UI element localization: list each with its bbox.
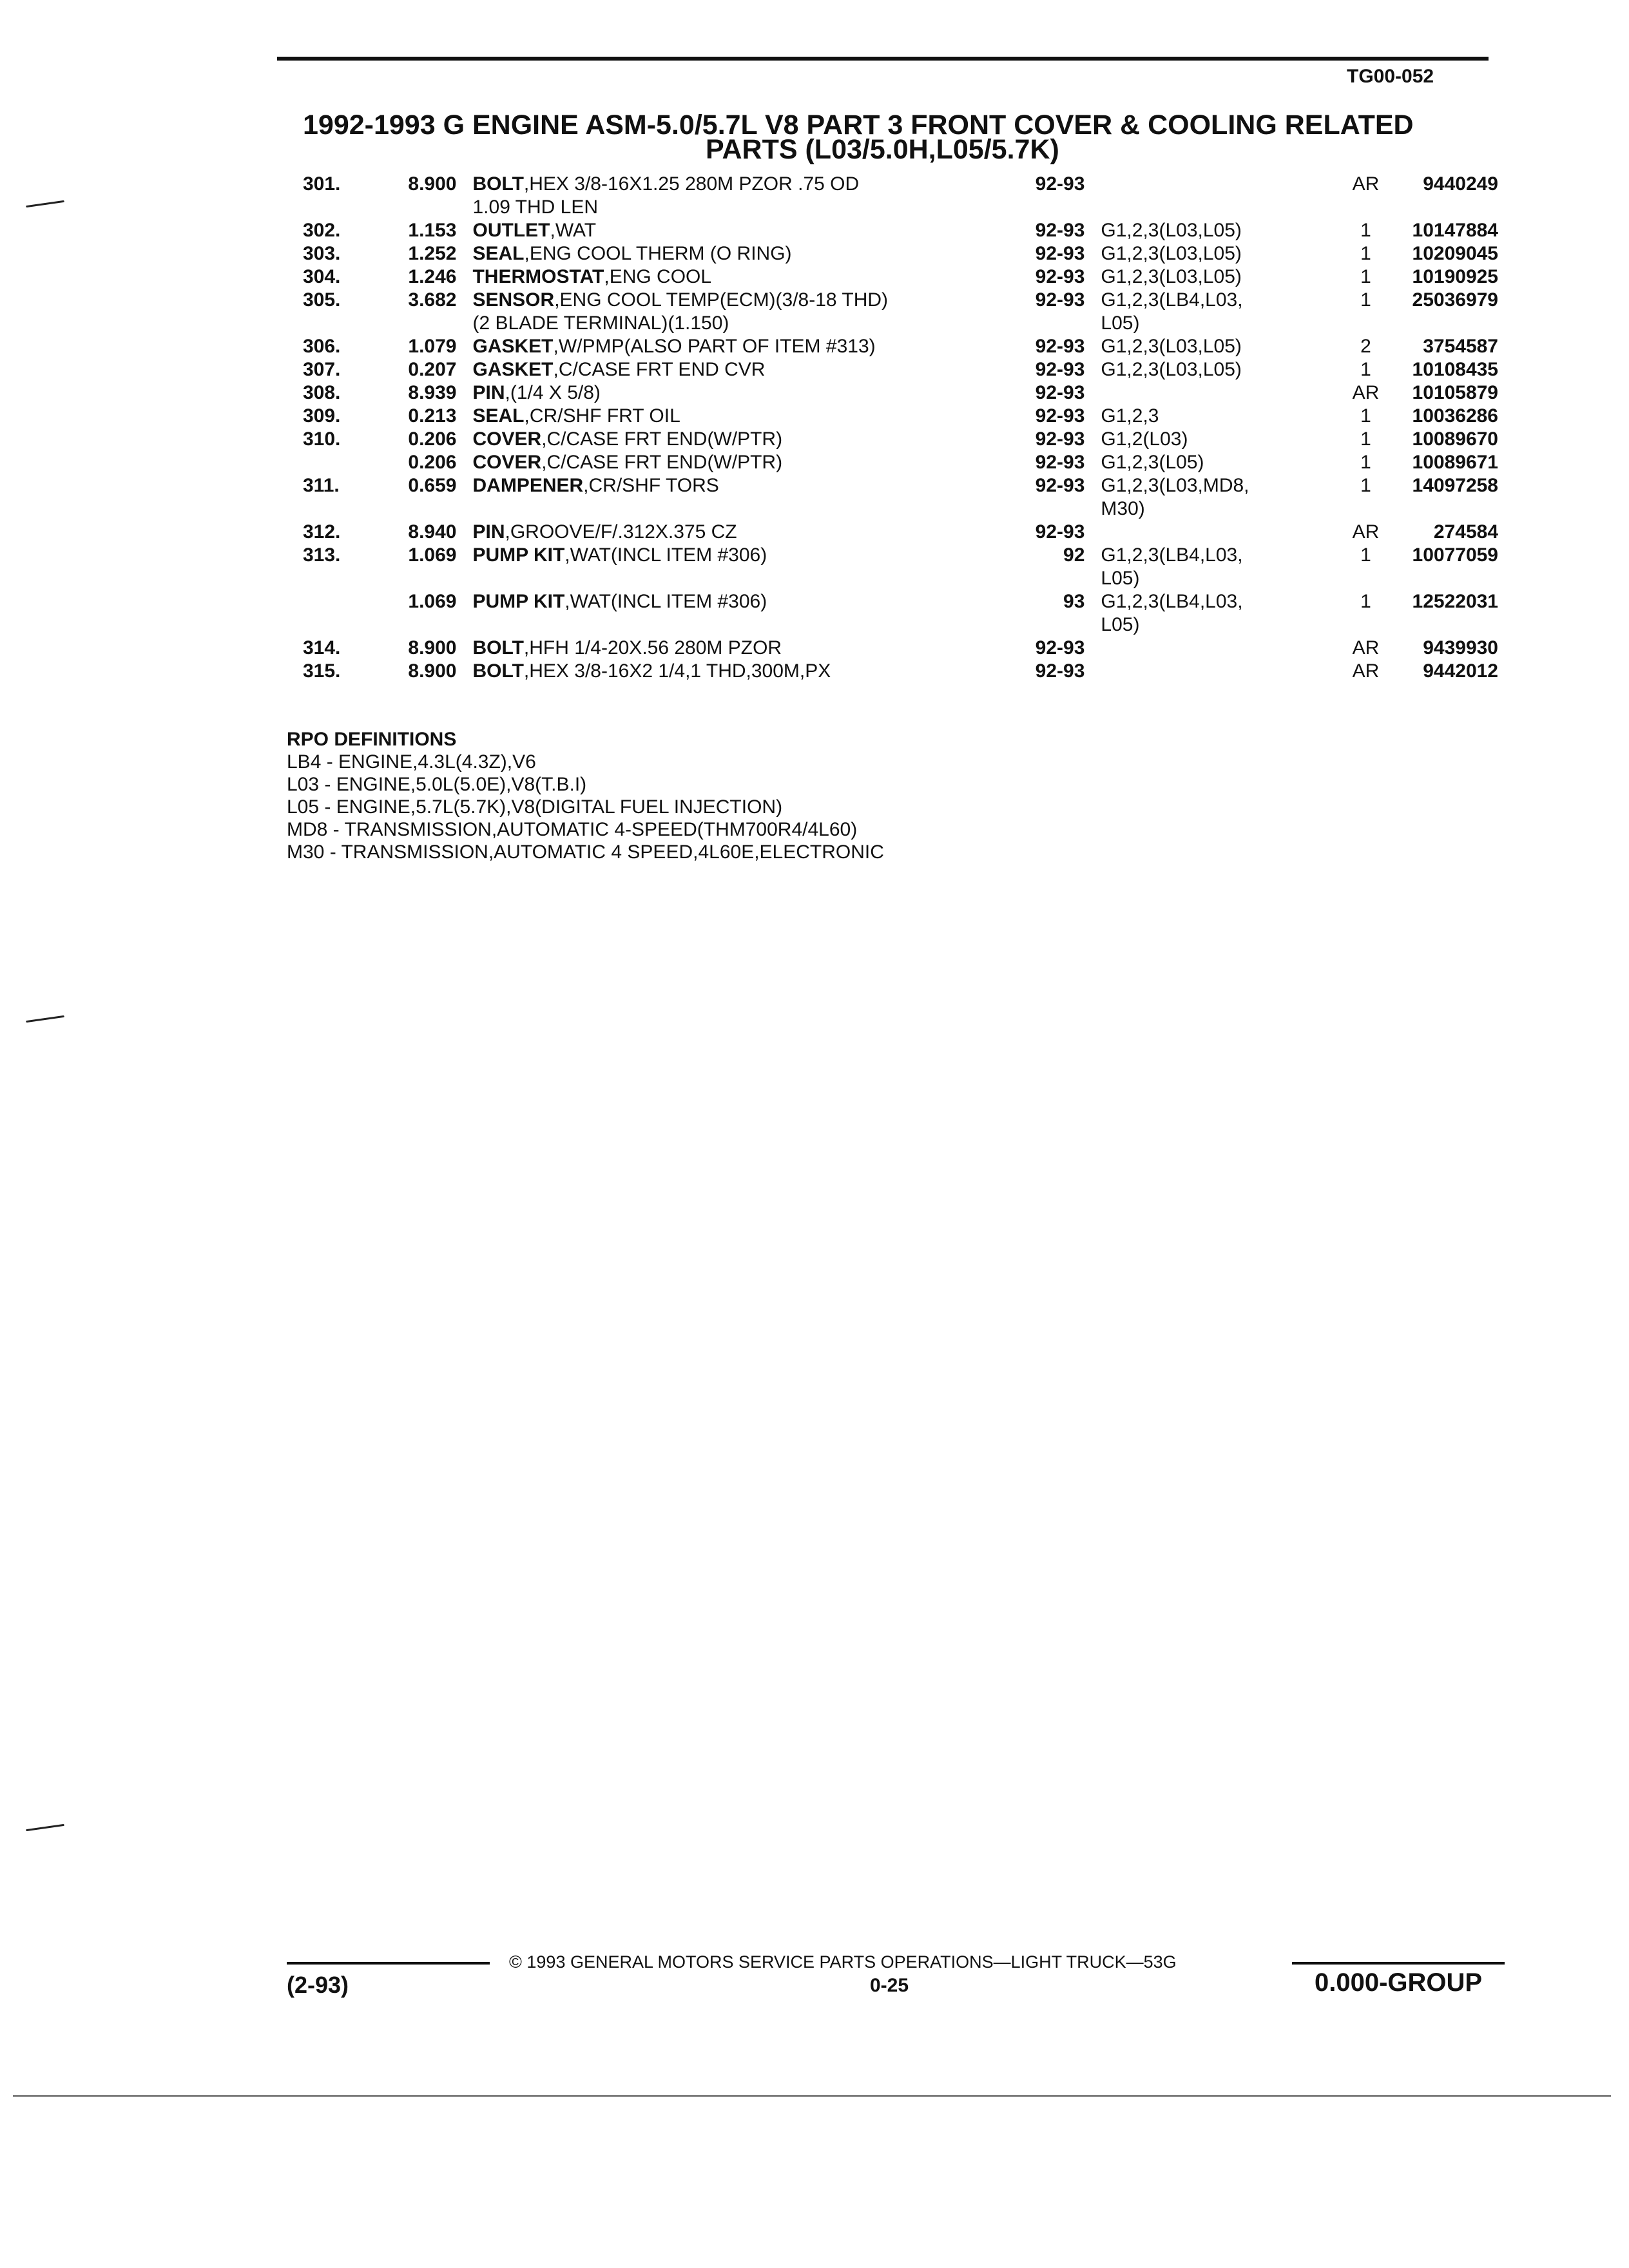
item-number: 305. [303, 289, 341, 311]
part-name: PUMP KIT [472, 544, 565, 566]
part-number [1396, 497, 1498, 521]
quantity: 1 [1360, 289, 1371, 311]
part-detail: ,CR/SHF TORS [583, 475, 719, 496]
usage: G1,2,3(L03,MD8, [1101, 475, 1249, 496]
part-number [1396, 613, 1498, 637]
usage-continued [1101, 196, 1335, 219]
part-name: SENSOR [472, 289, 555, 311]
part-number [1396, 196, 1498, 219]
quantity: 1 [1360, 266, 1371, 287]
model-years: 92-93 [1035, 382, 1085, 403]
part-name: COVER [472, 428, 542, 450]
table-row [303, 544, 1498, 567]
part-number: 10089670 [1412, 428, 1498, 450]
item-number [303, 590, 391, 613]
item-number [303, 613, 391, 637]
part-detail: ,C/CASE FRT END CVR [553, 359, 766, 380]
model-years: 92 [1063, 544, 1085, 566]
rpo-heading: RPO DEFINITIONS [287, 729, 457, 750]
part-description [472, 428, 1009, 451]
rpo-item: L03 - ENGINE,5.0L(5.0E),V8(T.B.I) [287, 774, 587, 795]
item-number [303, 312, 391, 335]
group-code: 0.659 [408, 475, 457, 496]
part-detail: ,HFH 1/4-20X.56 280M PZOR [523, 637, 782, 658]
part-name: BOLT [472, 173, 524, 195]
model-years: 92-93 [1035, 243, 1085, 264]
quantity: AR [1352, 382, 1380, 403]
date-code: (2-93) [287, 1972, 349, 1998]
usage: G1,2,3(L03,L05) [1101, 359, 1242, 380]
group-code [391, 196, 472, 219]
footer-rule-left [287, 1962, 490, 1965]
part-number [1396, 312, 1498, 335]
model-years: 92-93 [1035, 475, 1085, 496]
part-number [1396, 567, 1498, 590]
group-code: 8.900 [408, 637, 457, 658]
model-years: 92-93 [1035, 660, 1085, 682]
part-description-continued [472, 567, 1009, 590]
quantity [1335, 613, 1396, 637]
part-description [472, 521, 1009, 544]
table-row [303, 428, 1498, 451]
group-code: 8.939 [408, 382, 457, 403]
item-number: 303. [303, 243, 341, 264]
part-detail: ,(1/4 X 5/8) [505, 382, 601, 403]
quantity: AR [1352, 521, 1380, 543]
model-years: 92-93 [1035, 289, 1085, 311]
rpo-item: L05 - ENGINE,5.7L(5.7K),V8(DIGITAL FUEL INJECTION) [287, 796, 783, 818]
model-years [1009, 613, 1101, 637]
usage: G1,2,3 [1101, 405, 1159, 427]
group-code: 1.246 [408, 266, 457, 287]
part-detail: ,GROOVE/F/.312X.375 CZ [505, 521, 737, 543]
model-years [1009, 567, 1101, 590]
part-detail: ,C/CASE FRT END(W/PTR) [541, 452, 783, 473]
quantity: AR [1352, 173, 1380, 195]
quantity: AR [1352, 660, 1380, 682]
model-years: 92-93 [1035, 521, 1085, 543]
table-row [303, 474, 1498, 497]
group-code: 0.206 [408, 452, 457, 473]
model-years [1009, 497, 1101, 521]
part-description [472, 381, 1009, 405]
group-code: 3.682 [408, 289, 457, 311]
part-number: 10077059 [1412, 544, 1498, 566]
quantity [1335, 196, 1396, 219]
part-name: THERMOSTAT [472, 266, 604, 287]
table-row [303, 637, 1498, 660]
part-detail: ,ENG COOL THERM (O RING) [524, 243, 792, 264]
usage [1101, 521, 1335, 544]
part-name: DAMPENER [472, 475, 584, 496]
bottom-rule [13, 2095, 1611, 2097]
table-row [303, 590, 1498, 613]
part-number: 10209045 [1412, 243, 1498, 264]
model-years: 92-93 [1035, 405, 1085, 427]
item-number: 315. [303, 660, 341, 682]
quantity: 1 [1360, 591, 1371, 612]
part-number: 9439930 [1423, 637, 1498, 658]
part-detail: ,HEX 3/8-16X1.25 280M PZOR .75 OD [523, 173, 860, 195]
part-description-continued: 1.09 THD LEN [472, 197, 599, 218]
model-years: 92-93 [1035, 428, 1085, 450]
part-description [472, 173, 1009, 196]
table-row-continuation [303, 196, 1498, 219]
scan-mark [26, 200, 64, 207]
part-detail: ,HEX 3/8-16X2 1/4,1 THD,300M,PX [523, 660, 831, 682]
document-code: TG00-052 [1347, 66, 1434, 87]
part-description [472, 660, 1009, 683]
quantity: 1 [1360, 405, 1371, 427]
item-number [303, 451, 391, 474]
part-detail: ,WAT(INCL ITEM #306) [564, 544, 767, 566]
usage-continued: M30) [1101, 498, 1145, 519]
usage: G1,2,3(L03,L05) [1101, 336, 1242, 357]
part-name: PIN [472, 382, 505, 403]
table-row [303, 335, 1498, 358]
model-years: 92-93 [1035, 266, 1085, 287]
table-row [303, 405, 1498, 428]
group-code: 1.153 [408, 220, 457, 241]
group-code: 1.069 [408, 591, 457, 612]
part-description-continued [472, 613, 1009, 637]
part-detail: ,WAT [550, 220, 597, 241]
part-description [472, 358, 1009, 381]
part-number: 10190925 [1412, 266, 1498, 287]
usage [1101, 381, 1335, 405]
usage [1101, 173, 1335, 196]
part-description-continued: (2 BLADE TERMINAL)(1.150) [472, 312, 729, 334]
group-code [391, 312, 472, 335]
item-number: 304. [303, 266, 341, 287]
part-number: 10108435 [1412, 359, 1498, 380]
group-code [391, 497, 472, 521]
footer-rule-right [1292, 1962, 1505, 1965]
parts-table-body [303, 173, 1498, 683]
part-number: 9442012 [1423, 660, 1498, 682]
part-description [472, 265, 1009, 289]
part-description [472, 242, 1009, 265]
page-title-line-2: PARTS (L03/5.0H,L05/5.7K) [706, 134, 1059, 165]
model-years: 92-93 [1035, 637, 1085, 658]
quantity: 1 [1360, 544, 1371, 566]
item-number: 312. [303, 521, 341, 543]
usage: G1,2(L03) [1101, 428, 1188, 450]
part-description [472, 590, 1009, 613]
table-row [303, 358, 1498, 381]
part-number: 9440249 [1423, 173, 1498, 195]
scan-mark [26, 1824, 64, 1831]
item-number: 307. [303, 359, 341, 380]
rpo-definitions [287, 728, 884, 863]
item-number: 301. [303, 173, 341, 195]
part-description [472, 544, 1009, 567]
group-code: 0.213 [408, 405, 457, 427]
table-row-continuation [303, 312, 1498, 335]
part-description [472, 335, 1009, 358]
part-description [472, 451, 1009, 474]
quantity: 1 [1360, 475, 1371, 496]
rpo-item: M30 - TRANSMISSION,AUTOMATIC 4 SPEED,4L60E,ELECTRONIC [287, 841, 884, 863]
parts-table [303, 173, 1498, 683]
part-number: 3754587 [1423, 336, 1498, 357]
usage: G1,2,3(L03,L05) [1101, 220, 1242, 241]
part-number: 14097258 [1412, 475, 1498, 496]
usage-continued: L05) [1101, 312, 1140, 334]
quantity: 1 [1360, 220, 1371, 241]
item-number [303, 567, 391, 590]
part-number: 12522031 [1412, 591, 1498, 612]
table-row [303, 219, 1498, 242]
rpo-item: LB4 - ENGINE,4.3L(4.3Z),V6 [287, 751, 536, 773]
usage-continued: L05) [1101, 614, 1140, 635]
model-years: 92-93 [1035, 452, 1085, 473]
part-name: OUTLET [472, 220, 550, 241]
part-name: SEAL [472, 243, 525, 264]
usage: G1,2,3(LB4,L03, [1101, 289, 1243, 311]
table-row [303, 289, 1498, 312]
item-number: 310. [303, 428, 341, 450]
page-title-line-1: 1992-1993 G ENGINE ASM-5.0/5.7L V8 PART 3 FRONT COVER & COOLING RELATED [303, 110, 1414, 140]
table-row [303, 660, 1498, 683]
item-number: 309. [303, 405, 341, 427]
item-number [303, 497, 391, 521]
table-row-continuation [303, 613, 1498, 637]
part-description [472, 219, 1009, 242]
group-code: 1.252 [408, 243, 457, 264]
usage: G1,2,3(LB4,L03, [1101, 591, 1243, 612]
part-name: GASKET [472, 359, 554, 380]
item-number: 313. [303, 544, 341, 566]
group-code [391, 613, 472, 637]
part-name: BOLT [472, 660, 524, 682]
model-years [1009, 312, 1101, 335]
part-name: BOLT [472, 637, 524, 658]
part-description [472, 289, 1009, 312]
table-row-continuation [303, 567, 1498, 590]
quantity: 1 [1360, 243, 1371, 264]
header-rule [277, 57, 1489, 61]
part-name: SEAL [472, 405, 525, 427]
table-row [303, 451, 1498, 474]
model-years: 92-93 [1035, 173, 1085, 195]
item-number [303, 196, 391, 219]
part-name: PUMP KIT [472, 591, 565, 612]
quantity [1335, 567, 1396, 590]
copyright-notice: © 1993 GENERAL MOTORS SERVICE PARTS OPERATIONS—LIGHT TRUCK—53G [509, 1952, 1177, 1972]
part-description-continued [472, 497, 1009, 521]
model-years: 92-93 [1035, 359, 1085, 380]
table-row [303, 521, 1498, 544]
model-years [1009, 196, 1101, 219]
usage: G1,2,3(L03,L05) [1101, 243, 1242, 264]
quantity [1335, 312, 1396, 335]
model-years: 92-93 [1035, 336, 1085, 357]
part-detail: ,C/CASE FRT END(W/PTR) [541, 428, 783, 450]
item-number: 306. [303, 336, 341, 357]
table-row [303, 242, 1498, 265]
part-number: 10105879 [1412, 382, 1498, 403]
part-description [472, 637, 1009, 660]
quantity: 1 [1360, 428, 1371, 450]
quantity: 1 [1360, 452, 1371, 473]
part-name: PIN [472, 521, 505, 543]
page-number: 0-25 [870, 1975, 909, 1996]
group-code: 1.079 [408, 336, 457, 357]
group-code: 0.206 [408, 428, 457, 450]
group-code: 8.900 [408, 660, 457, 682]
usage [1101, 660, 1335, 683]
usage: G1,2,3(L03,L05) [1101, 266, 1242, 287]
table-row [303, 381, 1498, 405]
part-detail: ,W/PMP(ALSO PART OF ITEM #313) [553, 336, 876, 357]
part-detail: ,WAT(INCL ITEM #306) [564, 591, 767, 612]
group-code: 8.940 [408, 521, 457, 543]
model-years: 92-93 [1035, 220, 1085, 241]
group-code: 8.900 [408, 173, 457, 195]
part-number: 10089671 [1412, 452, 1498, 473]
part-description [472, 474, 1009, 497]
part-number: 274584 [1433, 521, 1498, 543]
part-description [472, 405, 1009, 428]
table-row [303, 265, 1498, 289]
usage-continued: L05) [1101, 568, 1140, 589]
usage [1101, 637, 1335, 660]
part-number: 10147884 [1412, 220, 1498, 241]
part-name: GASKET [472, 336, 554, 357]
quantity: AR [1352, 637, 1380, 658]
group-code: 1.069 [408, 544, 457, 566]
part-detail: ,ENG COOL TEMP(ECM)(3/8-18 THD) [554, 289, 889, 311]
group-code: 0.207 [408, 359, 457, 380]
item-number: 311. [303, 475, 340, 496]
quantity: 1 [1360, 359, 1371, 380]
model-years: 93 [1063, 591, 1085, 612]
group-code [391, 567, 472, 590]
usage: G1,2,3(LB4,L03, [1101, 544, 1243, 566]
item-number: 302. [303, 220, 341, 241]
table-row [303, 173, 1498, 196]
scan-mark [26, 1015, 64, 1023]
usage: G1,2,3(L05) [1101, 452, 1204, 473]
table-row-continuation [303, 497, 1498, 521]
group-id: 0.000-GROUP [1315, 1968, 1483, 1997]
part-detail: ,CR/SHF FRT OIL [524, 405, 680, 427]
quantity [1335, 497, 1396, 521]
quantity: 2 [1360, 336, 1371, 357]
part-name: COVER [472, 452, 542, 473]
part-number: 10036286 [1412, 405, 1498, 427]
item-number: 314. [303, 637, 341, 658]
item-number: 308. [303, 382, 341, 403]
rpo-item: MD8 - TRANSMISSION,AUTOMATIC 4-SPEED(THM700R4/4L60) [287, 819, 858, 840]
part-detail: ,ENG COOL [604, 266, 712, 287]
part-number: 25036979 [1412, 289, 1498, 311]
